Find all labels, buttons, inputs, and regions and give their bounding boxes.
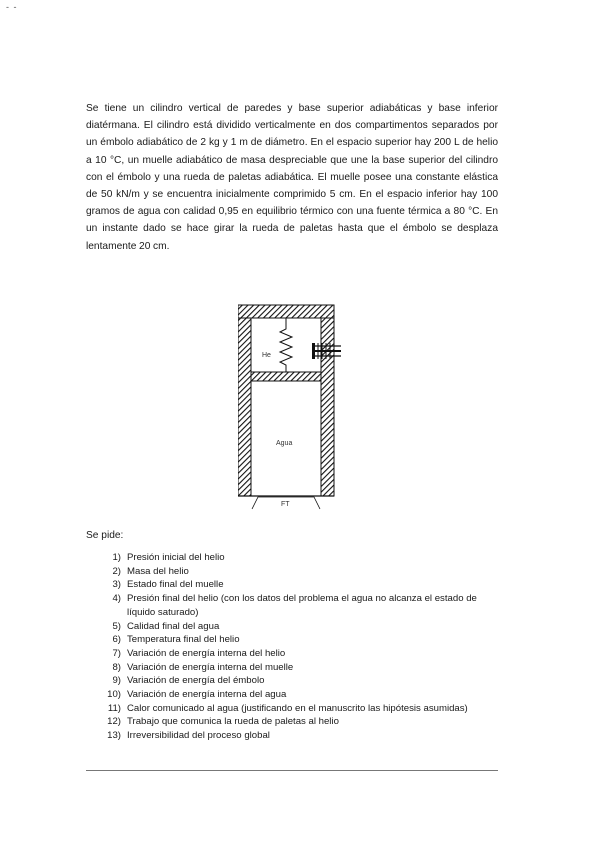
question-number: 7) <box>112 647 121 659</box>
question-number: 2) <box>112 565 121 577</box>
list-item <box>99 592 499 619</box>
questions-heading: Se pide: <box>86 530 124 541</box>
questions-list <box>99 551 499 743</box>
list-item <box>99 633 499 647</box>
question-text: Variación de energía interna del agua <box>127 689 287 701</box>
question-text: Calor comunicado al agua (justificando en el manuscrito las hipótesis asumidas) <box>127 702 468 714</box>
question-text: Temperatura final del helio <box>127 634 240 646</box>
question-text: Trabajo que comunica la rueda de paletas al helio <box>127 716 339 728</box>
problem-statement: Se tiene un cilindro vertical de paredes y base superior adiabáticas y base inferior diatérmana. El cilindro está dividido verticalmente en dos compartimentos separados por un émbolo adiabático de 2 kg y 1 m de diámetro. En el espacio superior hay 200 L de helio a 10 °C, un muelle adiabático de masa despreciable que une la base superior del cilindro con el émbolo y una rueda de paletas adiabática. El muelle posee una constante elástica de 50 kN/m y se encuentra inicialmente comprimido 5 cm. En el espacio inferior hay 100 gramos de agua con calidad 0,95 en equilibrio térmico con una fuente térmica a 80 °C. En un instante dado se hace girar la rueda de paletas hasta que el émbolo se desplaza lentamente 20 cm. <box>86 103 498 252</box>
list-item <box>99 674 499 688</box>
question-text: Presión final del helio (con los datos del problema el agua no alcanza el estado de líquido saturado) <box>127 593 477 618</box>
cylinder-right-wall <box>321 318 334 496</box>
list-item <box>99 702 499 716</box>
question-text: Irreversibilidad del proceso global <box>127 730 270 742</box>
thermal-source-label: FT <box>281 501 290 508</box>
question-number: 12) <box>107 716 121 728</box>
list-item <box>99 565 499 579</box>
list-item <box>99 661 499 675</box>
question-number: 13) <box>107 730 121 742</box>
helium-label: He <box>262 352 271 359</box>
spring <box>280 318 292 372</box>
scan-corner-mark: - - <box>6 2 18 12</box>
piston <box>251 372 321 381</box>
water-label: Agua <box>276 440 293 447</box>
list-item <box>99 688 499 702</box>
list-item <box>99 729 499 743</box>
question-text: Variación de energía interna del helio <box>127 647 286 659</box>
list-item <box>99 715 499 729</box>
question-text: Presión inicial del helio <box>127 552 225 563</box>
question-text: Calidad final del agua <box>127 620 220 632</box>
question-text: Estado final del muelle <box>127 579 224 591</box>
question-number: 4) <box>112 593 121 605</box>
bottom-divider <box>86 770 498 771</box>
question-text: Variación de energía interna del muelle <box>127 661 294 673</box>
cylinder-top-wall <box>238 305 334 318</box>
question-number: 5) <box>112 620 121 632</box>
question-number: 11) <box>107 702 121 714</box>
list-item <box>99 578 499 592</box>
question-text: Masa del helio <box>127 565 189 577</box>
question-text: Variación de energía del émbolo <box>127 675 265 687</box>
question-number: 3) <box>112 579 121 591</box>
cylinder-diagram <box>238 303 348 515</box>
question-number: 1) <box>112 552 121 563</box>
cylinder-diagram-svg <box>238 303 348 515</box>
question-number: 9) <box>112 675 121 687</box>
list-item <box>99 551 499 565</box>
list-item <box>99 647 499 661</box>
question-number: 6) <box>112 634 121 646</box>
question-number: 8) <box>112 661 121 673</box>
list-item <box>99 620 499 634</box>
question-number: 10) <box>107 689 121 701</box>
cylinder-left-wall <box>238 318 251 496</box>
paddle-wheel-icon <box>312 343 341 359</box>
